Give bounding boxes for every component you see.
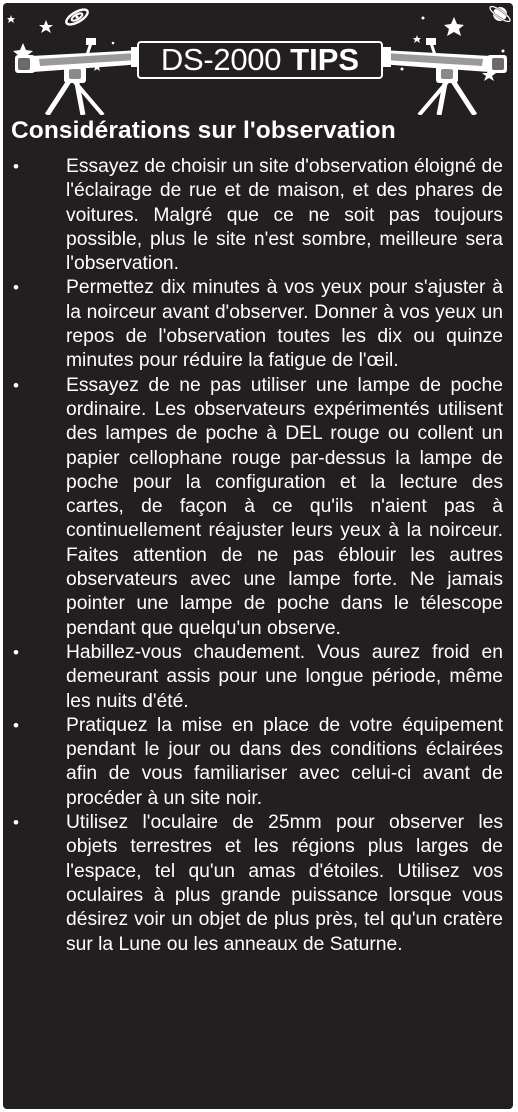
tip-text: Habillez-vous chaudement. Vous aurez froid en demeurant assis pour une longue période, même les nuits d'été. [66, 641, 503, 712]
star-icon [413, 35, 421, 43]
tip-item [3, 714, 513, 811]
star-icon [39, 20, 53, 33]
bullet-marker: • [13, 642, 19, 662]
bullet-marker: • [13, 278, 19, 298]
telescope-left-icon [15, 38, 143, 115]
tip-text: Pratiquez la mise en place de votre équipement pendant le jour ou dans des conditions éclairées afin de vous familiariser avec celui-ci avant de procéder à un site noir. [66, 714, 503, 809]
star-icon [444, 17, 464, 36]
title-badge [137, 41, 383, 79]
galaxy-icon [64, 7, 90, 28]
section-heading: Considérations sur l'observation [11, 117, 396, 144]
title-model: DS-2000 [160, 42, 282, 77]
tips-list [3, 155, 513, 957]
tip-item [3, 276, 513, 373]
bullet-marker: • [13, 813, 19, 833]
bullet-marker: • [13, 375, 19, 395]
tip-item [3, 811, 513, 957]
tip-item [3, 641, 513, 714]
planet-icon [488, 4, 512, 23]
header-banner [3, 3, 513, 115]
tip-text: Utilisez l'oculaire de 25mm pour observer les objets terrestres et les régions plus larges de l'espace, tel qu'un amas d'étoiles. Utilisez vos oculaires à plus grande puissance lorsque vous désirez voir un objet de plus près, tel qu'un cratère sur la Lune ou les anneaux de Saturne. [66, 812, 503, 955]
tip-item [3, 374, 513, 641]
tip-text: Permettez dix minutes à vos yeux pour s'ajuster à la noirceur avant d'observer. Donner à vos yeux un repos de l'observation toutes les dix ou quinze minutes pour réduire la fatigue de l'œil. [66, 277, 503, 372]
tip-text: Essayez de choisir un site d'observation éloigné de l'éclairage de rue et de maison, et des phares de voitures. Malgré que ce ne soit pas toujours possible, plus le site n'est sombre, meilleure sera l'observation. [66, 156, 503, 275]
tips-panel [3, 3, 513, 1109]
star-icon [7, 15, 15, 23]
bullet-marker: • [13, 157, 19, 176]
bullet-marker: • [13, 715, 19, 735]
tip-item [3, 155, 513, 276]
tip-text: Essayez de ne pas utiliser une lampe de poche ordinaire. Les observateurs expérimentés utilisent des lampes de poche à DEL rouge ou collent un papier cellophane rouge par-dessus la lampe de poche pour la configuration et la lecture des cartes, de façon à ce qu'ils n'aient pas à continuellement réajuster leurs yeux à la noirceur. Faites attention de ne pas éblouir les autres observateurs avec une lampe forte. Ne jamais pointer une lampe de poche dans le télescope pendant que quelqu'un observe. [66, 374, 503, 639]
title-tips: TIPS [290, 42, 360, 77]
